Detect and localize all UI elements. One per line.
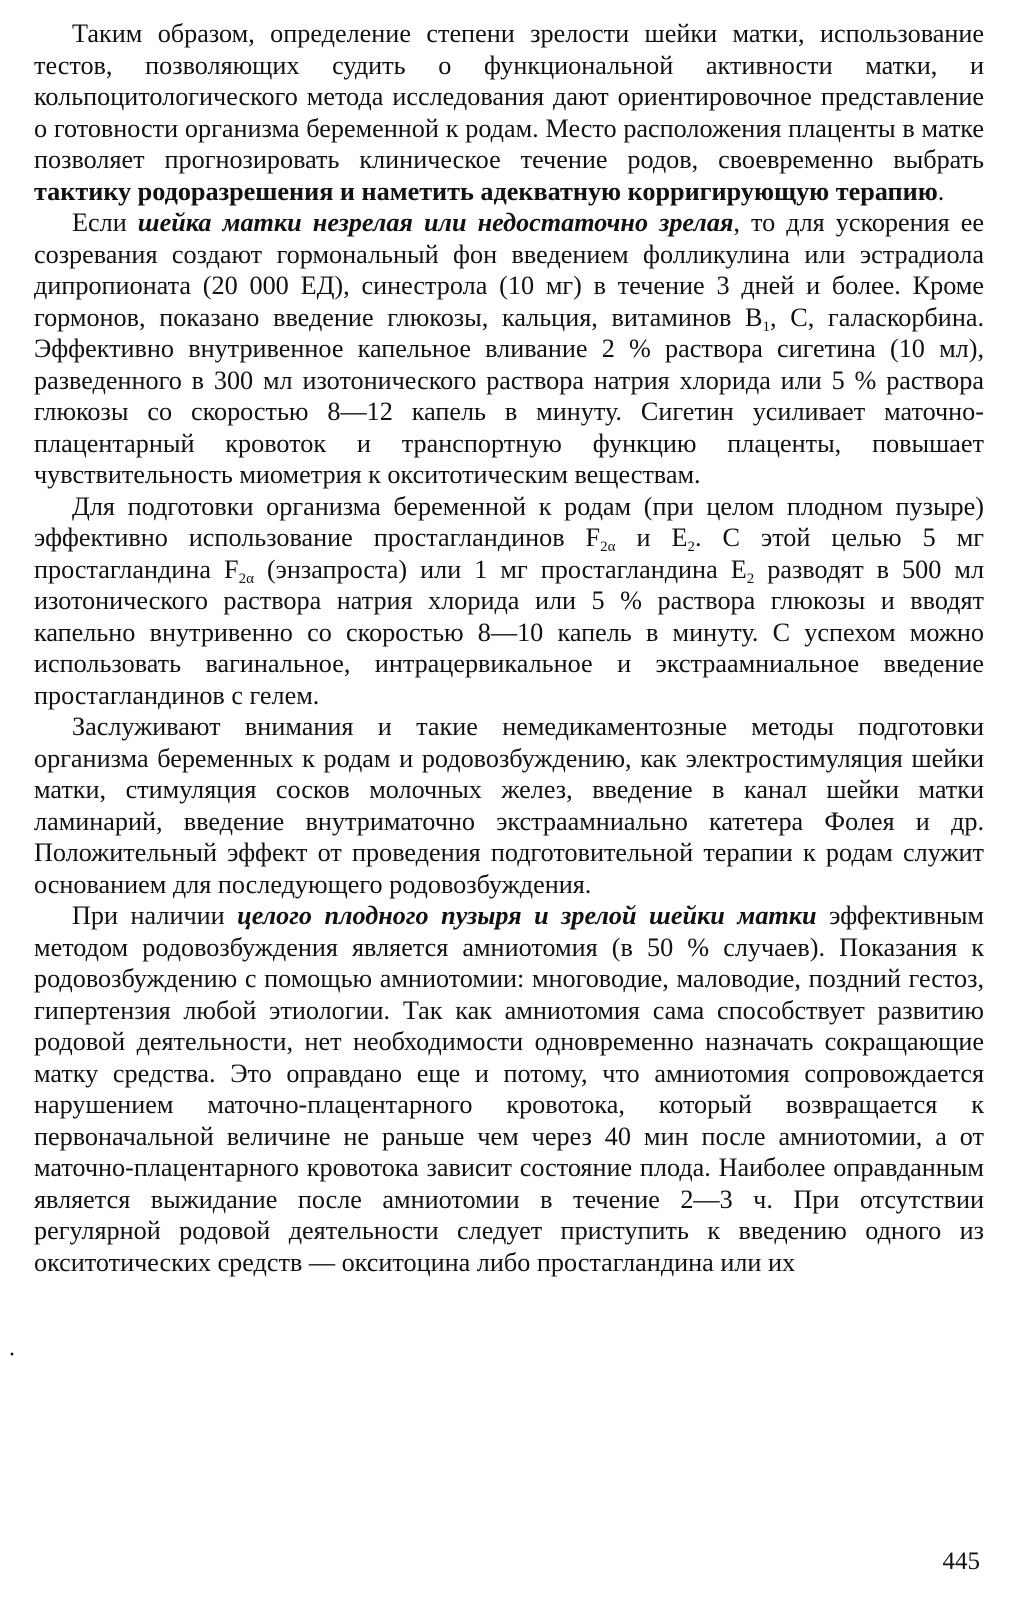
margin-mark: ·: [8, 1342, 16, 1368]
paragraph-1-segment: тактику родоразрешения и наметить адекватную корригирующую терапию: [34, 176, 938, 206]
paragraph-4: [34, 711, 984, 900]
paragraph-3-segment: и Е: [615, 523, 688, 552]
paragraph-3-segment: 2α: [600, 539, 616, 555]
paragraph-2-segment: Если: [72, 208, 138, 237]
paragraph-2-segment: , то для ускорения ее созревания создают гормональный фон введением фолликулина или эстрадиола дипропионата (20 000 ЕД), синестрола (10 мг) в течение 3 дней и более. Кроме гормонов, показано введение глюкозы, кальция, витаминов В: [34, 208, 985, 332]
paragraph-3: [34, 491, 984, 712]
paragraph-5-segment: целого плодного пузыря и зрелой шейки матки: [237, 901, 817, 930]
paragraph-2-segment: , С, галаскорбина. Эффективно внутривенное капельное вливание 2 % раствора сигетина (10 мл), разведенного в 300 мл изотонического раствора натрия хлорида или 5 % раствора глюкозы со скоростью 8—12 капель в минуту. Сигетин усиливает маточно-плацентарный кровоток и транспортную функцию плаценты, повышает чувствительность миометрия к окситотическим веществам.: [34, 302, 984, 489]
paragraph-3-segment: . С этой целью 5 мг простагландина F: [34, 523, 985, 584]
paragraph-3-segment: разводят в 500 мл изотонического раствора натрия хлорида или 5 % раствора глюкозы и вводят капельно внутривенно со скоростью 8—10 капель в минуту. С успехом можно использовать вагинальное, интрацервикальное и экстраамниальное введение простагландинов с гелем.: [34, 554, 985, 710]
paragraph-5-segment: При наличии: [72, 901, 238, 930]
paragraph-3-segment: 2: [746, 570, 755, 587]
paragraph-4-segment: Заслуживают внимания и такие немедикаментозные методы подготовки организма беременных к родам и родовозбуждению, как электростимуляция шейки матки, стимуляция сосков молочных желез, введение в канал шейки матки ламинарий, введение внутриматочно экстраамниально катетера Фолея и др. Положительный эффект от проведения подготовительной терапии к родам служит основанием для последующего родовозбуждения.: [34, 712, 984, 899]
page-number: 445: [942, 1548, 980, 1575]
paragraph-2-segment: 1: [762, 318, 771, 335]
paragraph-1: [34, 18, 984, 207]
paragraph-3-segment: Для подготовки организма беременной к родам (при целом плодном пузыре) эффективно использование простагландинов F: [34, 491, 984, 552]
paragraph-5: [34, 900, 984, 1278]
paragraph-1-segment: Таким образом, определение степени зрелости шейки матки, использование тестов, позволяющих судить о функциональной активности матки, и кольпоцитологического метода исследования дают ориентировочное представление о готовности организма беременной к родам. Место расположения плаценты в матке позволяет прогнозировать клиническое течение родов, своевременно выбрать: [34, 19, 984, 174]
paragraph-5-segment: эффективным методом родовозбуждения является амниотомия (в 50 % случаев). Показания к родовозбуждению с помощью амниотомии: многоводие, маловодие, поздний гестоз, гипертензия любой этиологии. Так как амниотомия сама способствует развитию родовой деятельности, нет необходимости одновременно назначать сокращающие матку средства. Это оправдано еще и потому, что амниотомия сопровождается нарушением маточно-плацентарного кровотока, который возвращается к первоначальной величине не раньше чем через 40 мин после амниотомии, а от маточно-плацентарного кровотока зависит состояние плода. Наиболее оправданным является выжидание после амниотомии в течение 2—3 ч. При отсутствии регулярной родовой деятельности следует приступить к введению одного из окситотических средств — окситоцина либо простагландина или их: [34, 901, 984, 1277]
paragraph-1-segment: .: [937, 176, 945, 206]
paragraph-2-segment: шейка матки незрелая или недостаточно зрелая: [137, 208, 734, 237]
paragraph-3-segment: (энзапроста) или 1 мг простагландина Е: [253, 554, 747, 584]
paragraph-3-segment: 2: [687, 539, 695, 555]
paragraph-3-segment: 2α: [238, 570, 254, 587]
page-body: [34, 18, 984, 1278]
paragraph-2: [34, 207, 984, 491]
